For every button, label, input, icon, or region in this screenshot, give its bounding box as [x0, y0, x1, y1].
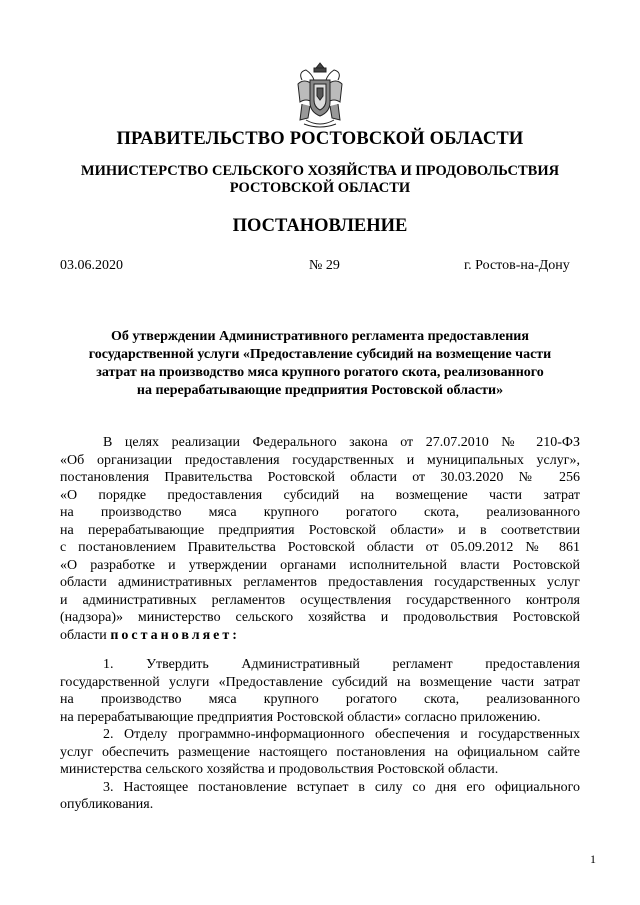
body-line: В целях реализации Федерального закона от 27.07.2010 № 210-ФЗ: [103, 435, 580, 450]
document-number: № 29: [309, 258, 340, 273]
document-city: г. Ростов-на-Дону: [464, 258, 570, 273]
body-line: государственной услуги «Предоставление субсидий на возмещение части затрат: [60, 674, 580, 690]
body-line: 3. Настоящее постановление вступает в силу со дня его официального: [103, 779, 580, 795]
body-line: (надзора)» министерство сельского хозяйства и продовольствия Ростовской: [60, 610, 580, 625]
body-line: «О порядке предоставления субсидий на возмещение части затрат: [60, 487, 580, 503]
body-line: на перерабатывающие предприятия Ростовской области» согласно приложению.: [60, 709, 541, 725]
ministry-name: [0, 163, 640, 197]
preamble-paragraph: [60, 434, 580, 644]
ministry-line: МИНИСТЕРСТВО СЕЛЬСКОГО ХОЗЯЙСТВА И ПРОДОВОЛЬСТВИЯ: [80, 163, 560, 179]
body-text: области: [60, 627, 111, 643]
title-line: на перерабатывающие предприятия Ростовской области»: [136, 383, 504, 398]
decision-items: [60, 656, 580, 814]
body-line: [60, 627, 580, 645]
government-title: ПРАВИТЕЛЬСТВО РОСТОВСКОЙ ОБЛАСТИ: [116, 129, 524, 149]
ministry-line: РОСТОВСКОЙ ОБЛАСТИ: [229, 180, 411, 196]
page-number: 1: [590, 852, 596, 866]
body-line: области административных регламентов предоставления государственных услуг: [60, 575, 580, 590]
document-title: [60, 328, 580, 400]
body-line: на производство мяса крупного рогатого скота, реализованного: [60, 692, 580, 707]
body-line: на производство мяса крупного рогатого скота, реализованного: [60, 505, 580, 520]
title-line: затрат на производство мяса крупного рогатого скота, реализованного: [96, 365, 544, 380]
document-date: 03.06.2020: [60, 258, 123, 273]
resolves-word: постановляет:: [110, 627, 240, 643]
body-line: услуг обеспечить размещение настоящего постановления на официальном сайте: [60, 744, 580, 760]
document-type: ПОСТАНОВЛЕНИЕ: [232, 216, 408, 236]
body-line: опубликования.: [60, 797, 154, 812]
body-line: постановления Правительства Ростовской области от 30.03.2020 № 256: [60, 470, 580, 485]
body-line: 1. Утвердить Административный регламент предоставления: [103, 657, 580, 672]
body-line: и административных регламентов осуществления государственного контроля: [60, 592, 580, 608]
title-line: Об утверждении Административного регламента предоставления: [111, 329, 529, 344]
body-line: на перерабатывающие предприятия Ростовской области» и в соответствии: [60, 522, 580, 538]
coat-of-arms-emblem: [294, 62, 346, 128]
body-line: с постановлением Правительства Ростовской области от 05.09.2012 № 861: [60, 540, 580, 555]
body-line: 2. Отделу программно-информационного обеспечения и государственных: [103, 727, 580, 742]
body-line: министерства сельского хозяйства и продовольствия Ростовской области.: [60, 762, 499, 777]
body-line: «Об организации предоставления государственных и муниципальных услуг»,: [60, 452, 580, 468]
title-line: государственной услуги «Предоставление субсидий на возмещение части: [88, 347, 552, 362]
body-line: «О разработке и утверждении органами исполнительной власти Ростовской: [60, 557, 580, 573]
